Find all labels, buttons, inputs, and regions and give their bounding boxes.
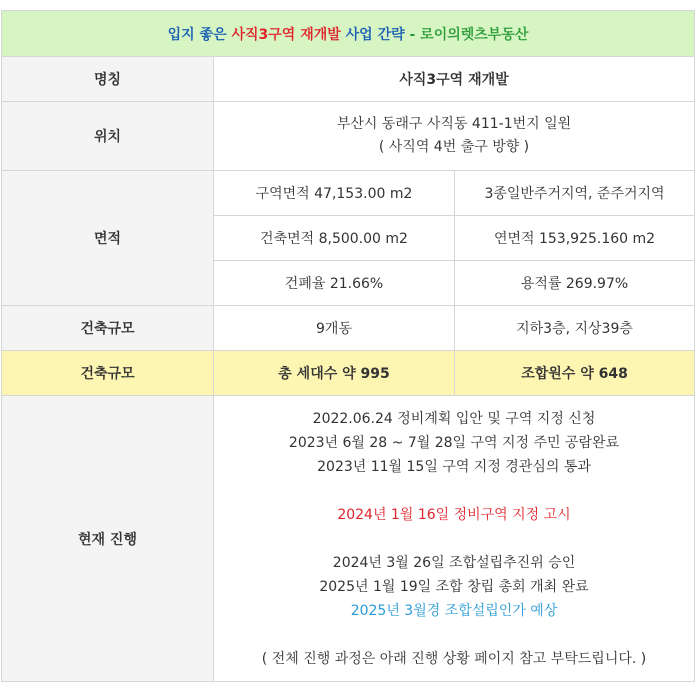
- progress-list: [214, 396, 695, 682]
- progress-item: 2023년 6월 28 ~ 7월 28일 구역 지정 주민 공람완료: [288, 434, 620, 451]
- union-members: 조합원수 약 648: [455, 351, 695, 396]
- zone-area: 구역면적 47,153.00 m2: [214, 171, 455, 216]
- building-coverage: 건폐율 21.66%: [214, 261, 455, 306]
- location-row: [2, 102, 695, 171]
- title-part-1: 입지 좋은: [167, 26, 232, 43]
- location-value: [214, 102, 695, 171]
- name-value: 사직3구역 재개발: [214, 57, 695, 102]
- spacer: [214, 527, 694, 551]
- name-label: 명칭: [2, 57, 214, 102]
- spacer: [214, 623, 694, 647]
- title-part-3: 사업 간략: [340, 26, 410, 43]
- building-count: 9개동: [214, 306, 455, 351]
- gross-floor-area: 연면적 153,925.160 m2: [455, 216, 695, 261]
- progress-item: 2024년 3월 26일 조합설립추진위 승인: [332, 554, 576, 571]
- floor-count: 지하3층, 지상39층: [455, 306, 695, 351]
- area-label: 면적: [2, 171, 214, 306]
- scale-label: 건축규모: [2, 306, 214, 351]
- progress-item-expected: 2025년 3월경 조합설립인가 예상: [350, 602, 558, 619]
- name-row: [2, 57, 695, 102]
- floor-area-ratio: 용적률 269.97%: [455, 261, 695, 306]
- zoning: 3종일반주거지역, 준주거지역: [455, 171, 695, 216]
- progress-item: 2023년 11월 15일 구역 지정 경관심의 통과: [317, 458, 591, 475]
- progress-note: ( 전체 진행 과정은 아래 진행 상황 페이지 참고 부탁드립니다. ): [261, 650, 647, 667]
- total-households: 총 세대수 약 995: [214, 351, 455, 396]
- progress-item: 2025년 1월 19일 조합 창립 총회 개최 완료: [319, 578, 589, 595]
- households-row: [2, 351, 695, 396]
- table-title: [2, 11, 695, 57]
- progress-item: 2022.06.24 정비계획 입안 및 구역 지정 신청: [312, 410, 596, 427]
- title-part-2: 사직3구역 재개발: [231, 26, 341, 43]
- project-summary-table: [1, 10, 695, 682]
- progress-row: [2, 396, 695, 682]
- building-area: 건축면적 8,500.00 m2: [214, 216, 455, 261]
- scale-row: [2, 306, 695, 351]
- location-note: ( 사직역 4번 출구 방향 ): [378, 139, 530, 155]
- area-row-1: [2, 171, 695, 216]
- table-title-row: [2, 11, 695, 57]
- progress-label: 현재 진행: [2, 396, 214, 682]
- spacer: [214, 479, 694, 503]
- households-label: 건축규모: [2, 351, 214, 396]
- progress-item-highlight: 2024년 1월 16일 정비구역 지정 고시: [337, 506, 571, 523]
- title-part-4: - 로이의렛츠부동산: [409, 26, 529, 43]
- location-address: 부산시 동래구 사직동 411-1번지 일원: [336, 116, 572, 132]
- location-label: 위치: [2, 102, 214, 171]
